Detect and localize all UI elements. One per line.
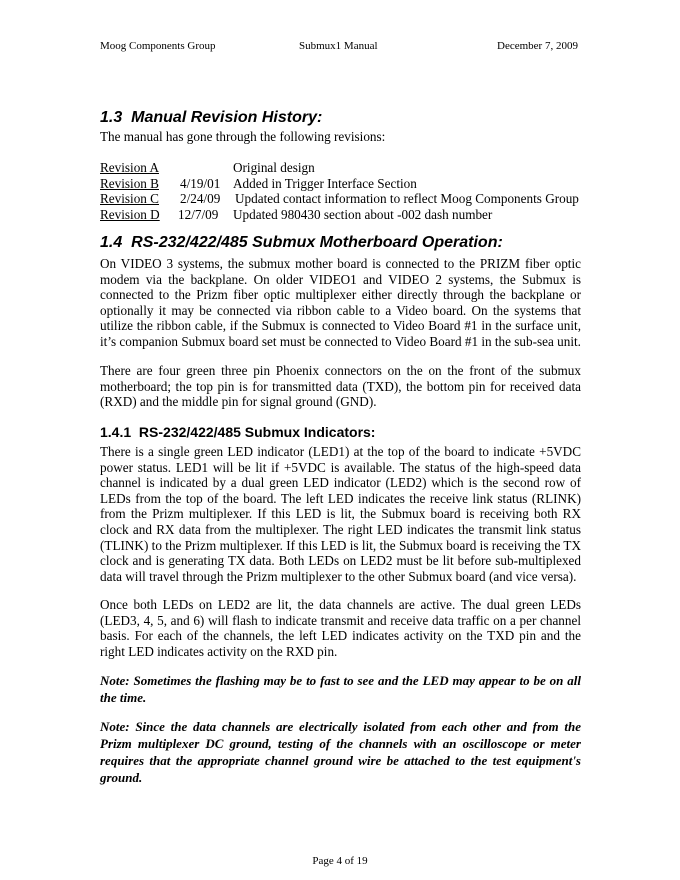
revision-row xyxy=(100,160,590,176)
revision-date: 4/19/01 xyxy=(180,175,221,191)
revision-date: 2/24/09 xyxy=(180,191,221,206)
section-title: RS-232/422/485 Submux Motherboard Operation: xyxy=(131,234,503,251)
note-flashing: Note: Sometimes the flashing may be to fast to see and the LED may appear to be on all the time. xyxy=(100,673,581,705)
section-number: 1.4.1 xyxy=(100,424,132,440)
section-number: 1.3 xyxy=(100,109,123,126)
motherboard-paragraph-1: On VIDEO 3 systems, the submux mother board is connected to the PRIZM fiber optic modem via the backplane. On older VIDEO1 and VIDEO 2 systems, the Submux is connected to the Prizm fiber optic multiplexer either directly through the backplane or optionally it may be connected via ribbon cable to a Video board. On the systems that utilize the ribbon cable, if the Submux is connected to Video Board #1 in the surface unit, it’s companion Submux board set must be connected to Video Board #1 in the sub-sea unit. xyxy=(100,256,581,349)
section-title: RS-232/422/485 Submux Indicators: xyxy=(138,424,376,440)
revision-name: Revision A xyxy=(100,160,159,175)
revision-name: Revision B xyxy=(100,175,159,191)
revision-row xyxy=(100,191,590,207)
note-ground: Note: Since the data channels are electrically isolated from each other and from the Prizm multiplexer DC ground, testing of the channels with an oscilloscope or meter requires that the appropriate channel ground wire be attached to the test equipment's ground. xyxy=(100,719,581,785)
revision-table xyxy=(100,160,590,222)
section-1-4-1-heading xyxy=(100,424,375,440)
revision-desc: Original design xyxy=(233,160,315,175)
revision-name: Revision D xyxy=(100,206,160,222)
section-1-3-heading xyxy=(100,109,322,127)
header-date: December 7, 2009 xyxy=(497,40,578,52)
indicators-paragraph-1: There is a single green LED indicator (LED1) at the top of the board to indicate +5VDC power status. LED1 will be lit if +5VDC is available. The status of the high-speed data channel is indicated by a dual green LED indicator (LED2) which is the second row of LEDs from the top of the board. The left LED indicates the receive link status (RLINK) from the Prizm multiplexer. If this LED is lit, the Submux board is receiving both RX clock and RX data from the multiplexer. The right LED indicates the transmit link status (TLINK) to the Prizm multiplexer. If this LED is lit, the Submux board is receiving the TX clock and is generating TX data. Both LEDs on LED2 must be lit before sub-multiplexed data will travel through the Prizm multiplexer to the other Submux board (and vice versa). xyxy=(100,444,581,584)
revision-desc: Updated contact information to reflect Moog Components Group xyxy=(235,191,579,206)
revision-desc: Updated 980430 section about -002 dash number xyxy=(233,206,493,222)
header-manual-title: Submux1 Manual xyxy=(299,40,378,52)
section-title: Manual Revision History: xyxy=(131,109,323,126)
indicators-paragraph-2: Once both LEDs on LED2 are lit, the data channels are active. The dual green LEDs (LED3, 4, 5, and 6) will flash to indicate transmit and receive data traffic on a per channel basis. For each of the channels, the left LED indicates activity on the TXD pin and the right LED indicates activity on the RXD pin. xyxy=(100,597,581,659)
page-number: Page 4 of 19 xyxy=(312,855,368,867)
revision-date: 12/7/09 xyxy=(178,206,219,222)
revision-row xyxy=(100,176,590,192)
revision-name: Revision C xyxy=(100,191,159,206)
section-1-4-heading xyxy=(100,234,503,252)
revision-intro: The manual has gone through the following revisions: xyxy=(100,129,386,144)
section-number: 1.4 xyxy=(100,234,123,251)
revision-desc: Added in Trigger Interface Section xyxy=(233,175,417,191)
header-company: Moog Components Group xyxy=(100,40,216,52)
revision-row xyxy=(100,207,590,223)
motherboard-paragraph-2: There are four green three pin Phoenix connectors on the on the front of the submux motherboard; the top pin is for transmitted data (TXD), the bottom pin for received data (RXD) and the middle pin for signal ground (GND). xyxy=(100,363,581,410)
